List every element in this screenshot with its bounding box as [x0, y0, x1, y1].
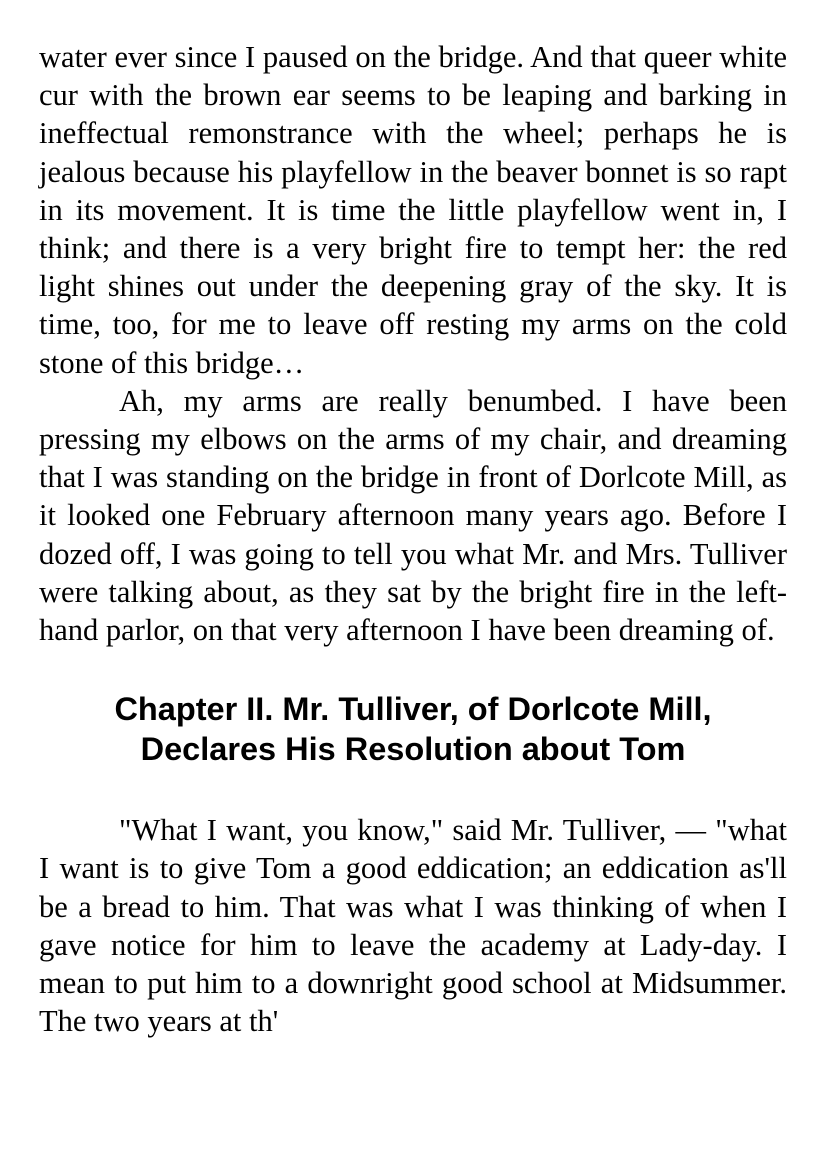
paragraph-continuation: water ever since I paused on the bridge. And that queer white cur with the brown ear seems to be leaping and barking in ineffectual remonstrance with the wheel; perhaps he is jealous because his playfellow in the beaver bonnet is so rapt in its movement. It is time the little playfellow went in, I think; and there is a very bright fire to tempt her: the red light shines out under the deepening gray of the sky. It is time, too, for me to leave off resting my arms on the cold stone of this bridge… — [39, 40, 787, 380]
chapter-title-line-1: Chapter II. Mr. Tulliver, of Dorlcote Mill, — [114, 691, 712, 728]
paragraph-chapter-opening: "What I want, you know," said Mr. Tulliver, — "what I want is to give Tom a good eddication; an eddication as'll be a bread to him. That was what I was thinking of when I gave notice for him to leave the academy at Lady-day. I mean to put him to a downright good school at Midsummer. The two years at th' — [39, 813, 787, 1039]
paragraph-benumbed: Ah, my arms are really benumbed. I have been pressing my elbows on the arms of my chair, and dreaming that I was standing on the bridge in front of Dorlcote Mill, as it looked one February afternoon many years ago. Before I dozed off, I was going to tell you what Mr. and Mrs. Tulliver were talking about, as they sat by the bright fire in the left-hand parlor, on that very afternoon I have been dreaming of. — [39, 383, 787, 648]
chapter-title-line-2: Declares His Resolution about Tom — [140, 731, 686, 768]
chapter-heading — [39, 689, 787, 769]
document-page — [39, 38, 787, 1040]
